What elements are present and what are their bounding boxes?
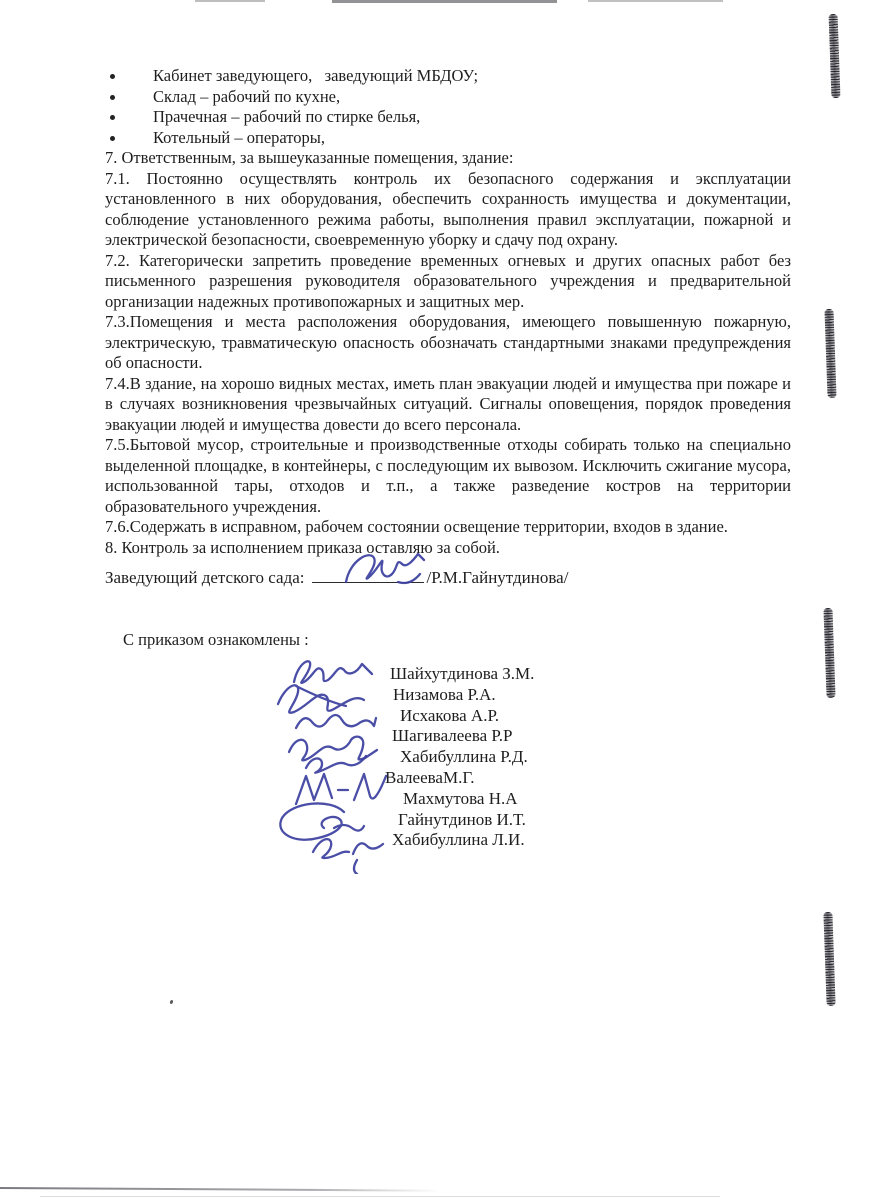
acknowledged-name: Хабибуллина Р.Д. bbox=[400, 747, 528, 767]
scan-edge-line bbox=[0, 1187, 440, 1192]
list-item-text: Склад – рабочий по кухне, bbox=[153, 86, 341, 106]
acknowledged-name: Шайхутдинова З.М. bbox=[390, 664, 535, 683]
acknowledged-name: Махмутова Н.А bbox=[403, 788, 518, 808]
list-item bbox=[105, 128, 791, 149]
list-item bbox=[105, 66, 791, 87]
scan-edge-line bbox=[195, 0, 265, 2]
responsible-rooms-list bbox=[105, 66, 791, 148]
section-7-4: 7.4.В здание, на хорошо видных местах, иметь план эвакуации людей и имущества при пожаре и в случаях возникновения чрезвычайных ситуаций. Сигналы оповещения, порядок проведения эвакуации людей и имущества довести до всего персонала. bbox=[105, 373, 791, 434]
scan-smudge bbox=[823, 912, 835, 1006]
section-7-6: 7.6.Содержать в исправном, рабочем состоянии освещение территории, входов в здание. bbox=[105, 517, 728, 536]
list-item-text: Кабинет заведующего, заведующий МБДОУ; bbox=[153, 66, 479, 85]
acknowledged-name: Исхакова А.Р. bbox=[400, 705, 500, 725]
section-7-1: 7.1. Постоянно осуществлять контроль их безопасного содержания и эксплуатации установленного в них оборудования, обеспечить сохранность имущества и документации, соблюдение установленного режима работы, выполнения правил эксплуатации, пожарной и электрической безопасности, своевременную уборку и сдачу под охрану. bbox=[105, 168, 791, 249]
section-7-2: 7.2. Категорически запретить проведение временных огневых и других опасных работ без письменного разрешения руководителя образовательного учреждения и предварительной организации надежных противопожарных и защитных мер. bbox=[105, 250, 791, 311]
section-7-3: 7.3.Помещения и места расположения оборудования, имеющего повышенную пожарную, электрическую, травматическую опасность обозначать стандартными знаками предупреждения об опасности. bbox=[105, 312, 791, 372]
section-8: 8. Контроль за исполнением приказа оставляю за собой. bbox=[105, 537, 500, 557]
acknowledged-name: ВалееваМ.Г. bbox=[385, 767, 475, 787]
scan-smudge bbox=[824, 309, 836, 398]
acknowledgement-heading: С приказом ознакомлены : bbox=[123, 630, 309, 649]
bullet-icon bbox=[110, 115, 115, 120]
director-signature-row bbox=[105, 568, 791, 594]
scan-smudge bbox=[829, 14, 841, 98]
list-item bbox=[105, 87, 791, 108]
director-signature-label: Заведующий детского сада: bbox=[105, 568, 305, 587]
scan-edge-line bbox=[40, 1196, 720, 1197]
list-item-text: Котельный – операторы, bbox=[153, 127, 326, 147]
acknowledged-name: Гайнутдинов И.Т. bbox=[398, 809, 526, 829]
section-7-heading: 7. Ответственным, за вышеуказанные помещения, здание: bbox=[105, 148, 514, 167]
director-name: /Р.М.Гайнутдинова/ bbox=[426, 568, 569, 587]
scan-edge-line bbox=[588, 0, 723, 2]
list-item-text: Прачечная – рабочий по стирке белья, bbox=[153, 107, 421, 126]
scan-smudge bbox=[823, 608, 835, 698]
acknowledged-name: Шагивалеева Р.Р bbox=[392, 726, 513, 746]
bullet-icon bbox=[110, 136, 115, 141]
document-body bbox=[105, 66, 791, 851]
scan-speck bbox=[169, 1000, 173, 1005]
list-item bbox=[105, 107, 791, 128]
bullet-icon bbox=[110, 74, 115, 79]
signature-line bbox=[312, 568, 424, 583]
acknowledged-name: Низамова Р.А. bbox=[393, 684, 496, 704]
acknowledged-name: Хабибуллина Л.И. bbox=[392, 830, 525, 850]
scan-edge-line bbox=[332, 0, 557, 3]
section-7-5: 7.5.Бытовой мусор, строительные и производственные отходы собирать только на специально выделенной площадке, в контейнеры, с последующим их вывозом. Исключить сжигание мусора, использованной тары, отходов и т.п., а также разведение костров на территории образовательного учреждения. bbox=[105, 435, 791, 516]
bullet-icon bbox=[110, 95, 115, 100]
acknowledged-names-list bbox=[105, 664, 791, 851]
